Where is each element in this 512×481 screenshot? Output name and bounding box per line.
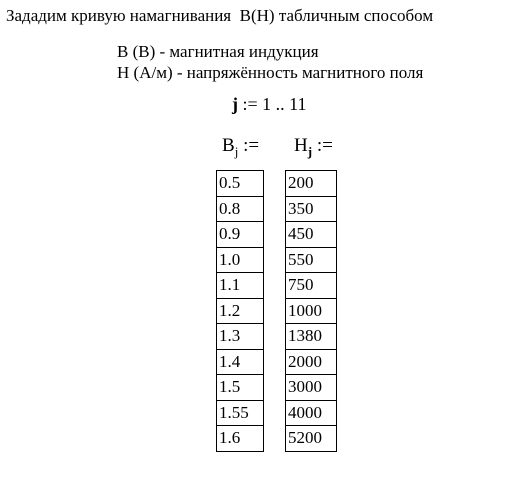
h-column-header <box>294 135 333 158</box>
h-header-subscript: j <box>307 144 313 159</box>
h-row <box>286 298 337 324</box>
range-expression: := 1 .. 11 <box>238 94 307 114</box>
range-definition <box>232 94 306 114</box>
b-value-cell[interactable]: 1.2 <box>217 298 264 324</box>
b-header-subscript: j <box>234 144 239 159</box>
heading: Зададим кривую намагнивания B(H) табличным способом <box>6 6 434 25</box>
h-row <box>286 196 337 222</box>
b-value-cell[interactable]: 1.5 <box>217 375 264 401</box>
b-value-cell[interactable]: 0.8 <box>217 196 264 222</box>
h-row <box>286 426 337 452</box>
b-value-cell[interactable]: 1.4 <box>217 349 264 375</box>
b-row <box>217 298 264 324</box>
h-row <box>286 375 337 401</box>
b-value-cell[interactable]: 1.3 <box>217 324 264 350</box>
b-value-cell[interactable]: 0.9 <box>217 222 264 248</box>
h-row <box>286 324 337 350</box>
h-row <box>286 400 337 426</box>
b-value-cell[interactable]: 1.1 <box>217 273 264 299</box>
b-row <box>217 324 264 350</box>
range-variable: j <box>232 94 238 114</box>
b-vector-table <box>216 170 264 452</box>
h-row <box>286 273 337 299</box>
b-value-cell[interactable]: 1.0 <box>217 247 264 273</box>
h-value-cell[interactable]: 350 <box>286 196 337 222</box>
b-header-assign: := <box>238 135 260 156</box>
b-row <box>217 349 264 375</box>
b-row <box>217 171 264 197</box>
h-value-cell[interactable]: 1000 <box>286 298 337 324</box>
b-column-header <box>222 135 259 158</box>
h-value-cell[interactable]: 4000 <box>286 400 337 426</box>
h-value-cell[interactable]: 3000 <box>286 375 337 401</box>
definition-h: H (A/м) - напряжённость магнитного поля <box>117 63 424 82</box>
h-value-cell[interactable]: 2000 <box>286 349 337 375</box>
definition-b: B (B) - магнитная индукция <box>117 42 319 61</box>
b-header-name: B <box>222 135 235 156</box>
h-row <box>286 349 337 375</box>
h-value-cell[interactable]: 550 <box>286 247 337 273</box>
b-value-cell[interactable]: 1.55 <box>217 400 264 426</box>
h-header-name: H <box>294 135 308 156</box>
h-value-cell[interactable]: 450 <box>286 222 337 248</box>
b-row <box>217 400 264 426</box>
h-value-cell[interactable]: 1380 <box>286 324 337 350</box>
b-value-cell[interactable]: 0.5 <box>217 171 264 197</box>
b-row <box>217 273 264 299</box>
h-value-cell[interactable]: 200 <box>286 171 337 197</box>
h-row <box>286 171 337 197</box>
h-row <box>286 222 337 248</box>
b-row <box>217 247 264 273</box>
b-row <box>217 426 264 452</box>
h-row <box>286 247 337 273</box>
h-header-assign: := <box>312 135 333 156</box>
b-value-cell[interactable]: 1.6 <box>217 426 264 452</box>
b-row <box>217 222 264 248</box>
b-row <box>217 375 264 401</box>
h-vector-table <box>285 170 337 452</box>
h-value-cell[interactable]: 750 <box>286 273 337 299</box>
b-row <box>217 196 264 222</box>
h-value-cell[interactable]: 5200 <box>286 426 337 452</box>
